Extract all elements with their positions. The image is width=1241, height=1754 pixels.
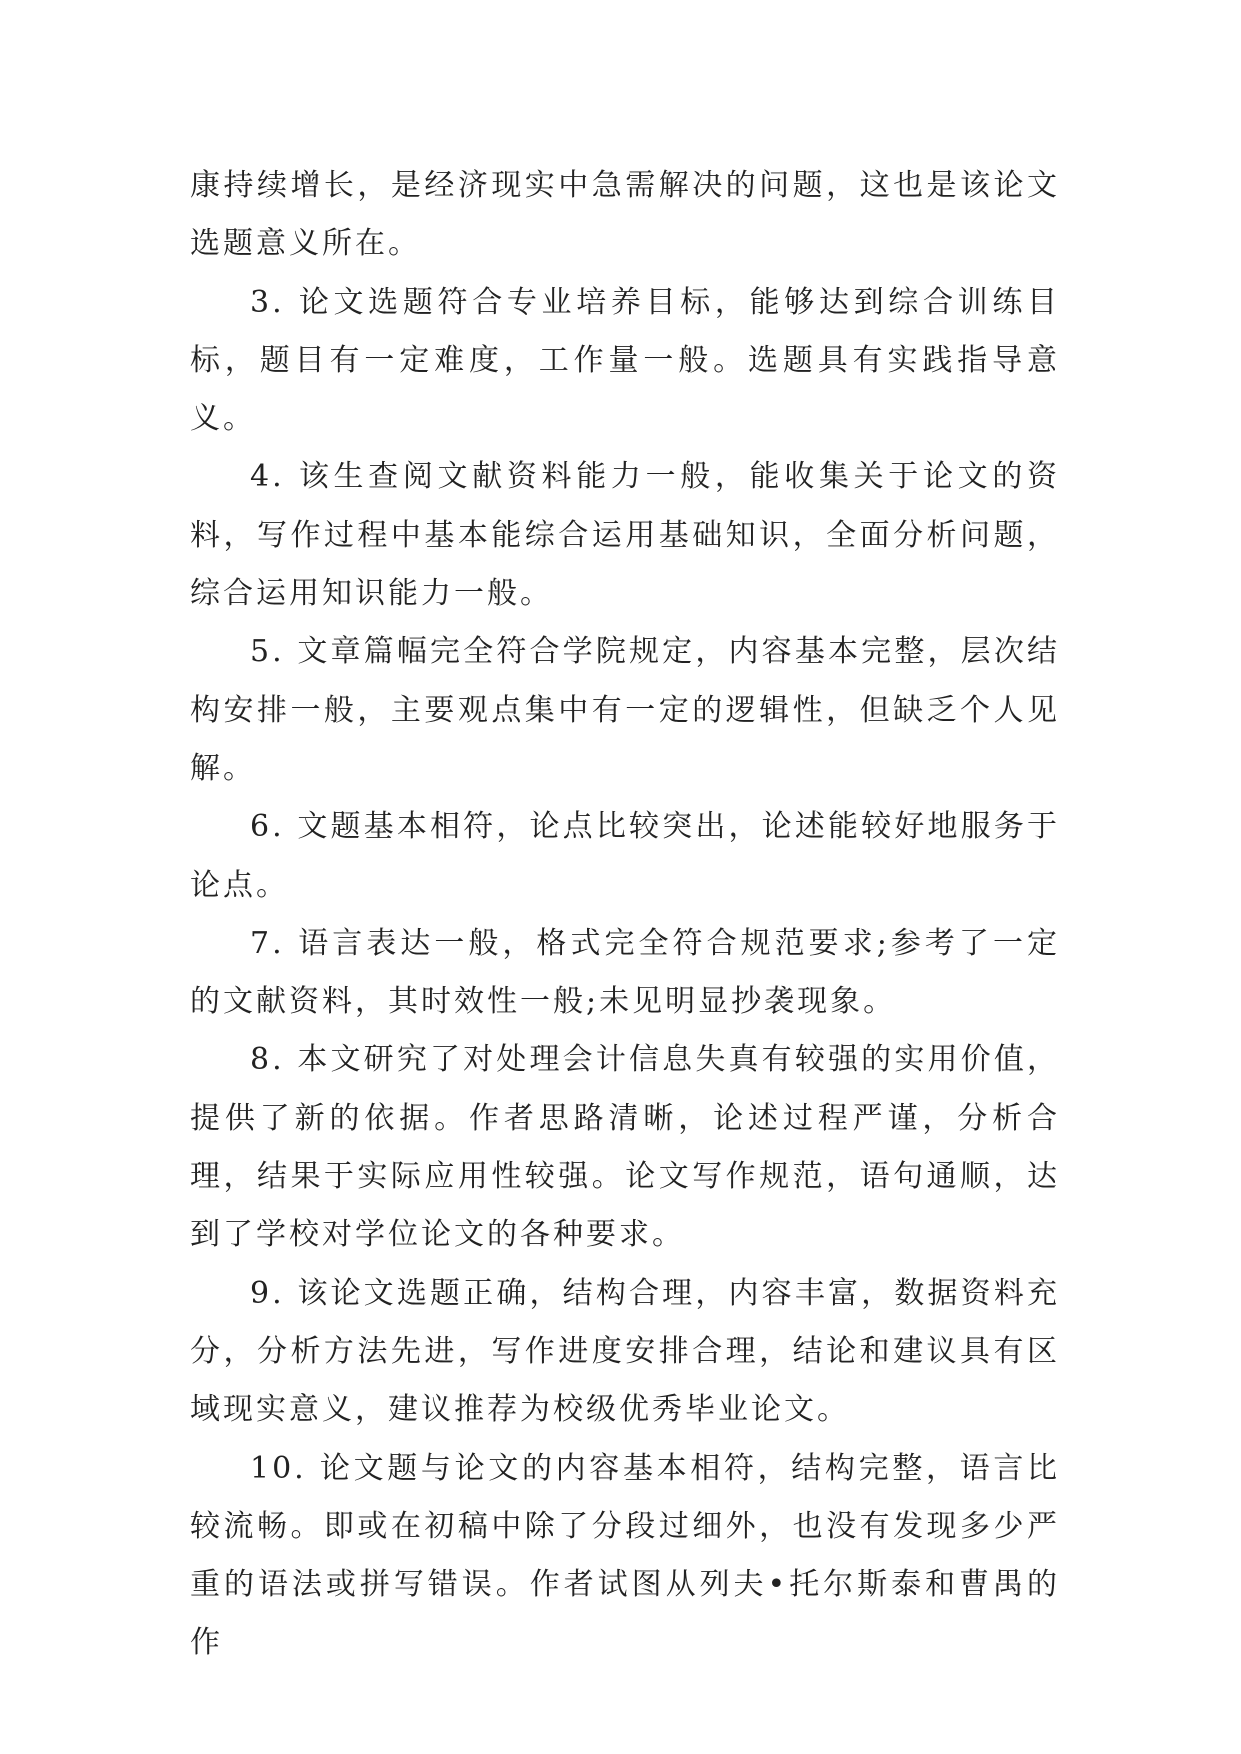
paragraph-9: 10. 论文题与论文的内容基本相符，结构完整，语言比较流畅。即或在初稿中除了分段过细外，也没有发现多少严重的语法或拼写错误。作者试图从列夫•托尔斯泰和曹禺的作 — [190, 1450, 1060, 1661]
paragraph-1: 康持续增长，是经济现实中急需解决的问题，这也是该论文选题意义所在。 — [190, 168, 1060, 262]
paragraph-6: 7. 语言表达一般，格式完全符合规范要求;参考了一定的文献资料，其时效性一般;未见明显抄袭现象。 — [190, 925, 1060, 1020]
paragraph-7: 8. 本文研究了对处理会计信息失真有较强的实用价值，提供了新的依据。作者思路清晰，论述过程严谨，分析合理，结果于实际应用性较强。论文写作规范，语句通顺，达到了学校对学位论文的各种要求。 — [190, 1042, 1060, 1253]
paragraph-5: 6. 文题基本相符，论点比较突出，论述能较好地服务于论点。 — [190, 809, 1060, 903]
document-body — [190, 157, 1060, 1673]
paragraph-3: 4. 该生查阅文献资料能力一般，能收集关于论文的资料，写作过程中基本能综合运用基础知识，全面分析问题，综合运用知识能力一般。 — [190, 459, 1060, 612]
paragraph-8: 9. 该论文选题正确，结构合理，内容丰富，数据资料充分，分析方法先进，写作进度安排合理，结论和建议具有区域现实意义，建议推荐为校级优秀毕业论文。 — [190, 1275, 1060, 1428]
paragraph-4: 5. 文章篇幅完全符合学院规定，内容基本完整，层次结构安排一般，主要观点集中有一定的逻辑性，但缺乏个人见解。 — [190, 634, 1060, 786]
paragraph-2: 3. 论文选题符合专业培养目标，能够达到综合训练目标，题目有一定难度，工作量一般。选题具有实践指导意义。 — [190, 284, 1060, 437]
